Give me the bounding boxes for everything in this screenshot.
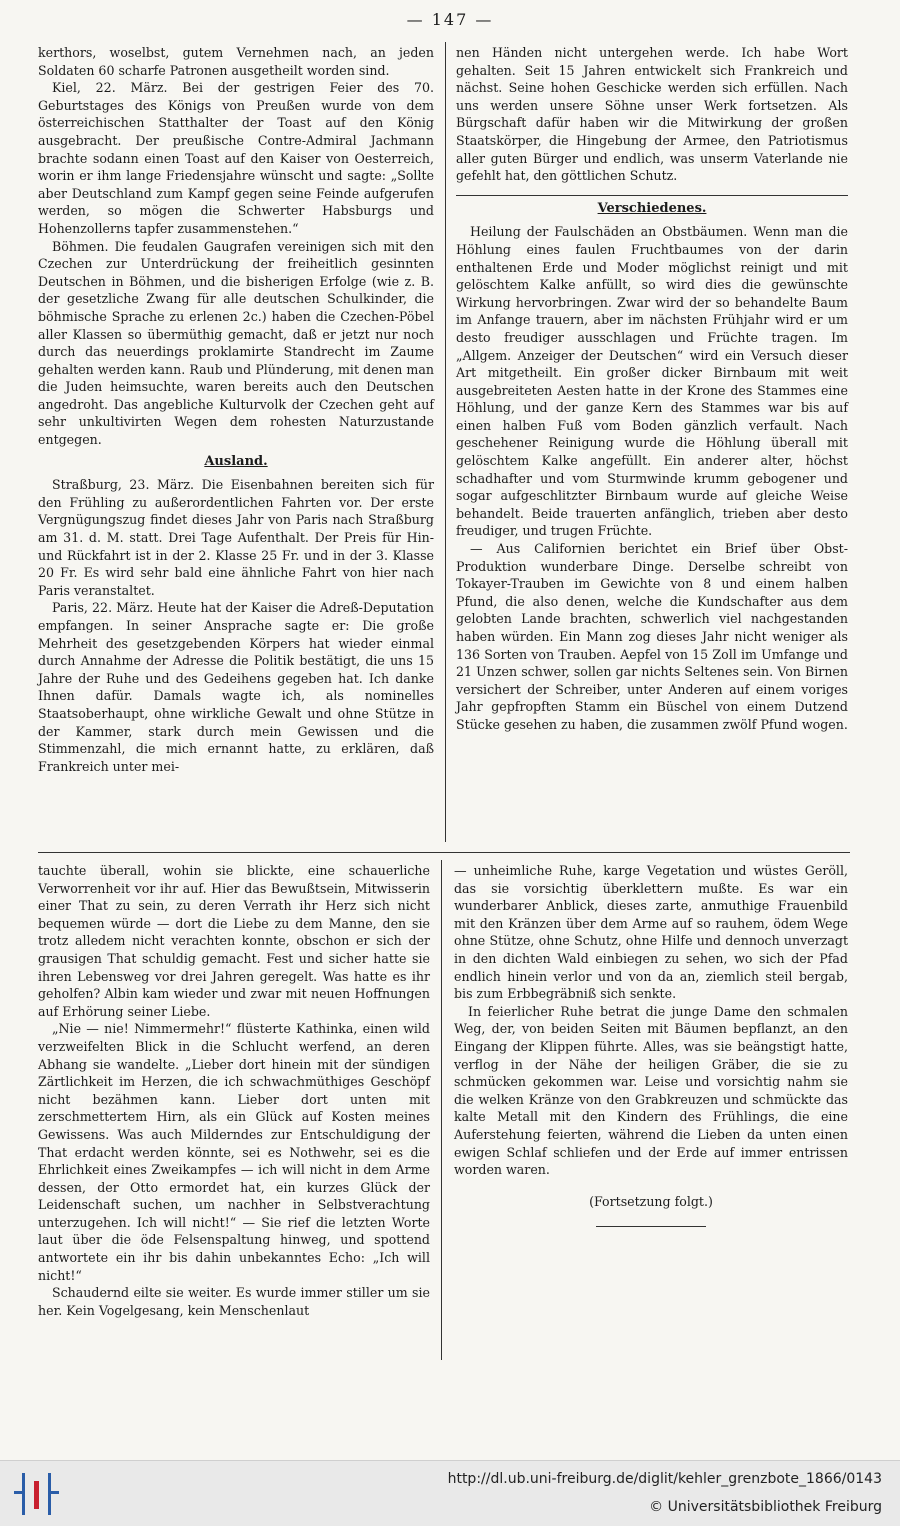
left-bottom-story <box>38 862 430 1319</box>
feuilleton-rule <box>38 852 850 853</box>
paragraph: nen Händen nicht untergehen werde. Ich habe Wort gehalten. Seit 15 Jahren entwickelt sich Frankreich und nächst. Seine hohen Geschicke werden sich erfüllen. Nach uns werden unsere Söhne unser Werk fortsetzen. Als Bürgschaft dafür haben wir die Mitwirkung der großen Staatskörper, die Hingebung der Armee, den Patriotismus aller guten Bürger und endlich, was unserm Vaterlande nie gefehlt hat, den göttlichen Schutz. <box>456 45 848 184</box>
copyright-notice: © Universitätsbibliothek Freiburg <box>649 1499 882 1515</box>
right-bottom-story <box>454 862 848 1179</box>
page-number: — 147 — <box>406 10 494 29</box>
ausland-articles <box>38 476 434 775</box>
paragraph: tauchte überall, wohin sie blickte, eine schauerliche Verworrenheit vor ihr auf. Hier das Bewußtsein, Mitwisserin einer That zu sein, zu deren Verrath ihr Herz sich nicht bequemen würde — dort die Liebe zu dem Manne, den sie trotz alledem nicht verachten konnte, obschon er sich der grausigen That schuldig gemacht. Fest und sicher hatte sie ihren Lebensweg vor drei Jahren geregelt. Was hatte es ihr geholfen? Albin kam wieder und zwar mit neuen Hoffnungen auf Erhörung seiner Liebe. <box>38 863 430 1019</box>
paragraph: „Nie — nie! Nimmermehr!“ flüsterte Kathinka, einen wild verzweifelten Blick in die Schlucht werfend, an deren Abhang sie wandelte. „Lieber dort hinein mit der sündigen Zärtlichkeit im Herzen, die ich schwachmüthiges Geschöpf nicht bezähmen kann. Lieber dort unten mit zerschmettertem Hirn, als ein Glück auf Kosten meines Gewissens. Was auch Milderndes zur Entschuldigung der That erdacht werden könnte, sei es Nothwehr, sei es die Ehrlichkeit eines Zweikampfes — ich will nicht in dem Arme dessen, der Otto ermordet hat, ein kurzes Glück der Leidenschaft suchen, um nachher in Selbstverachtung unterzugehen. Ich will nicht!“ — Sie rief die letzten Worte laut über die öde Felsenspaltung hinweg, und spottend antwortete ein ihr bis dahin unbekanntes Echo: „Ich will nicht!“ <box>38 1021 430 1283</box>
left-column-top <box>38 44 434 775</box>
paragraph: — Aus Californien berichtet ein Brief über Obst-Produktion wunderbare Dinge. Derselbe schreibt von Tokayer-Trauben im Gewichte von 8 und einem halben Pfund, die also denen, welche die Kundschafter aus dem gelobten Lande brachten, schwerlich viel nachgestanden haben würden. Ein Mann zog dieses Jahr nicht weniger als 136 Sorten von Trauben. Aepfel von 15 Zoll im Umfange und 21 Unzen schwer, sollen gar nichts Seltenes sein. Von Birnen versichert der Schreiber, unter Anderen auf einem voriges Jahr gepfropften Stamm ein Büschel von einem Dutzend Stücke gesehen zu haben, die zusammen zwölf Pfund wogen. <box>456 541 848 732</box>
paragraph: — unheimliche Ruhe, karge Vegetation und wüstes Geröll, das sie vorsichtig überklettern mußte. Es war ein wunderbarer Anblick, dieses zarte, anmuthige Frauenbild mit den Kränzen über dem Arme auf so rauhem, ödem Wege ohne Stütze, ohne Schutz, ohne Hilfe und dennoch unverzagt in den dichten Wald einbiegen zu sehen, wo sich der Pfad endlich hinein verlor und von da an, ziemlich steil bergab, bis zum Erbbegräbniß sich senkte. <box>454 863 848 1002</box>
continuation-note: (Fortsetzung folgt.) <box>589 1193 713 1209</box>
right-top-articles <box>456 44 848 185</box>
library-logo-icon <box>14 1471 60 1517</box>
paragraph: Straßburg, 23. März. Die Eisenbahnen bereiten sich für den Frühling zu außerordentlichen Fahrten vor. Der erste Vergnügungszug findet dieses Jahr von Paris nach Straßburg am 31. d. M. statt. Drei Tage Aufenthalt. Der Preis für Hin- und Rückfahrt ist in der 2. Klasse 25 Fr. und in der 3. Klasse 20 Fr. Es wird sehr bald eine ähnliche Fahrt von hier nach Paris veranstaltet. <box>38 477 434 598</box>
right-column-bottom <box>454 862 848 1227</box>
right-column-top <box>456 44 848 734</box>
paragraph: Kiel, 22. März. Bei der gestrigen Feier des 70. Geburtstages des Königs von Preußen wurde von dem österreichischen Statthalter der Toast auf den König ausgebracht. Der preußische Contre-Admiral Jachmann brachte sodann einen Toast auf den Kaiser von Oesterreich, worin er ihm lange Friedensjahre wünscht und sagte: „Sollte aber Deutschland zum Kampf gegen seine Feinde aufgerufen werden, so mögen die Schwerter Habsburgs und Hohenzollerns tapfer zusammenstehen.“ <box>38 80 434 236</box>
paragraph: In feierlicher Ruhe betrat die junge Dame den schmalen Weg, der, von beiden Seiten mit Bäumen bepflanzt, an den Eingang der Klippen führte. Alles, was sie beängstigt hatte, verflog in der Nähe der heiligen Gräber, die sie zu schmücken gekommen war. Leise und vorsichtig nahm sie die welken Kränze von den Grabkreuzen und schmückte das kalte Metall mit den Kindern des Frühlings, die eine Auferstehung feierten, während die Lieben da unten einen ewigen Schlaf schliefen und der Erde auf immer entrissen worden waren. <box>454 1003 848 1178</box>
verschiedenes-articles <box>456 223 848 733</box>
paragraph: Heilung der Faulschäden an Obstbäumen. Wenn man die Höhlung eines faulen Fruchtbaumes von der darin enthaltenen Erde und Moder möglichst reinigt und mit gelöschtem Kalke anfüllt, so wird dies die gewünschte Wirkung hervorbringen. Zwar wird der so behandelte Baum im Anfange trauern, aber im nächsten Frühjahr wird er um desto freudiger ausschlagen und Früchte tragen. Im „Allgem. Anzeiger der Deutschen“ wird ein Versuch dieser Art mitgetheilt. Ein großer dicker Birnbaum mit weit ausgebreiteten Aesten hatte in der Krone des Stammes eine Höhlung, und der ganze Kern des Stammes war bis auf einen halben Fuß vom Boden gänzlich verfault. Nach geschehener Reinigung wurde die Höhlung überall mit gelöschtem Kalke angefüllt. Ein anderer alter, höchst schadhafter und vom Sturmwinde krumm gebogener und sogar aufgeschlitzter Birnbaum wurde auf gleiche Weise behandelt. Beide trauerten anfänglich, trieben aber desto freudiger, und trugen Früchte. <box>456 224 848 539</box>
paragraph: kerthors, woselbst, gutem Vernehmen nach, an jeden Soldaten 60 scharfe Patronen ausgetheilt worden sind. <box>38 45 434 78</box>
left-column-bottom <box>38 862 430 1319</box>
column-divider-top <box>445 42 446 842</box>
verschiedenes-heading: Verschiedenes. <box>597 200 707 216</box>
paragraph: Paris, 22. März. Heute hat der Kaiser die Adreß-Deputation empfangen. In seiner Ansprache sagte er: Die große Mehrheit des gesetzgebenden Körpers hat wieder einmal durch Annahme der Adresse die Politik bestätigt, die uns 15 Jahre der Ruhe und des Gedeihens gegeben hat. Ich danke Ihnen dafür. Damals wagte ich, als nominelles Staatsoberhaupt, ohne wirkliche Gewalt und ohne Stütze in der Kammer, stark durch mein Gewissen und die Stimmenzahl, die mich ernannt hatte, zu erklären, daß Frankreich unter mei- <box>38 600 434 774</box>
column-divider-bottom <box>441 860 442 1360</box>
left-top-articles <box>38 44 434 449</box>
section-rule <box>456 195 848 196</box>
end-rule <box>596 1226 706 1227</box>
paragraph: Böhmen. Die feudalen Gaugrafen vereinigen sich mit den Czechen zur Unterdrückung der freiheitlich gesinnten Deutschen in Böhmen, und die bisherigen Erfolge (wie z. B. der gesetzliche Zwang für alle deutschen Schulkinder, die böhmische Sprache zu erlenen 2c.) haben die Czechen-Pöbel aller Klassen so übermüthig gemacht, daß er jetzt nur noch durch das neuerdings proklamirte Standrecht im Zaume gehalten werden kann. Raub und Plünderung, mit denen man die Juden heimsuchte, waren bereits auch den Deutschen angedroht. Das angebliche Kulturvolk der Czechen geht auf sehr unkultivirten Wegen dem rohesten Naturzustande entgegen. <box>38 238 434 448</box>
viewer-footer <box>0 1460 900 1526</box>
paragraph: Schaudernd eilte sie weiter. Es wurde immer stiller um sie her. Kein Vogelgesang, kein Menschenlaut <box>38 1285 430 1318</box>
permalink-url[interactable]: http://dl.ub.uni-freiburg.de/diglit/kehler_grenzbote_1866/0143 <box>447 1471 882 1487</box>
ausland-heading: Ausland. <box>204 453 268 469</box>
